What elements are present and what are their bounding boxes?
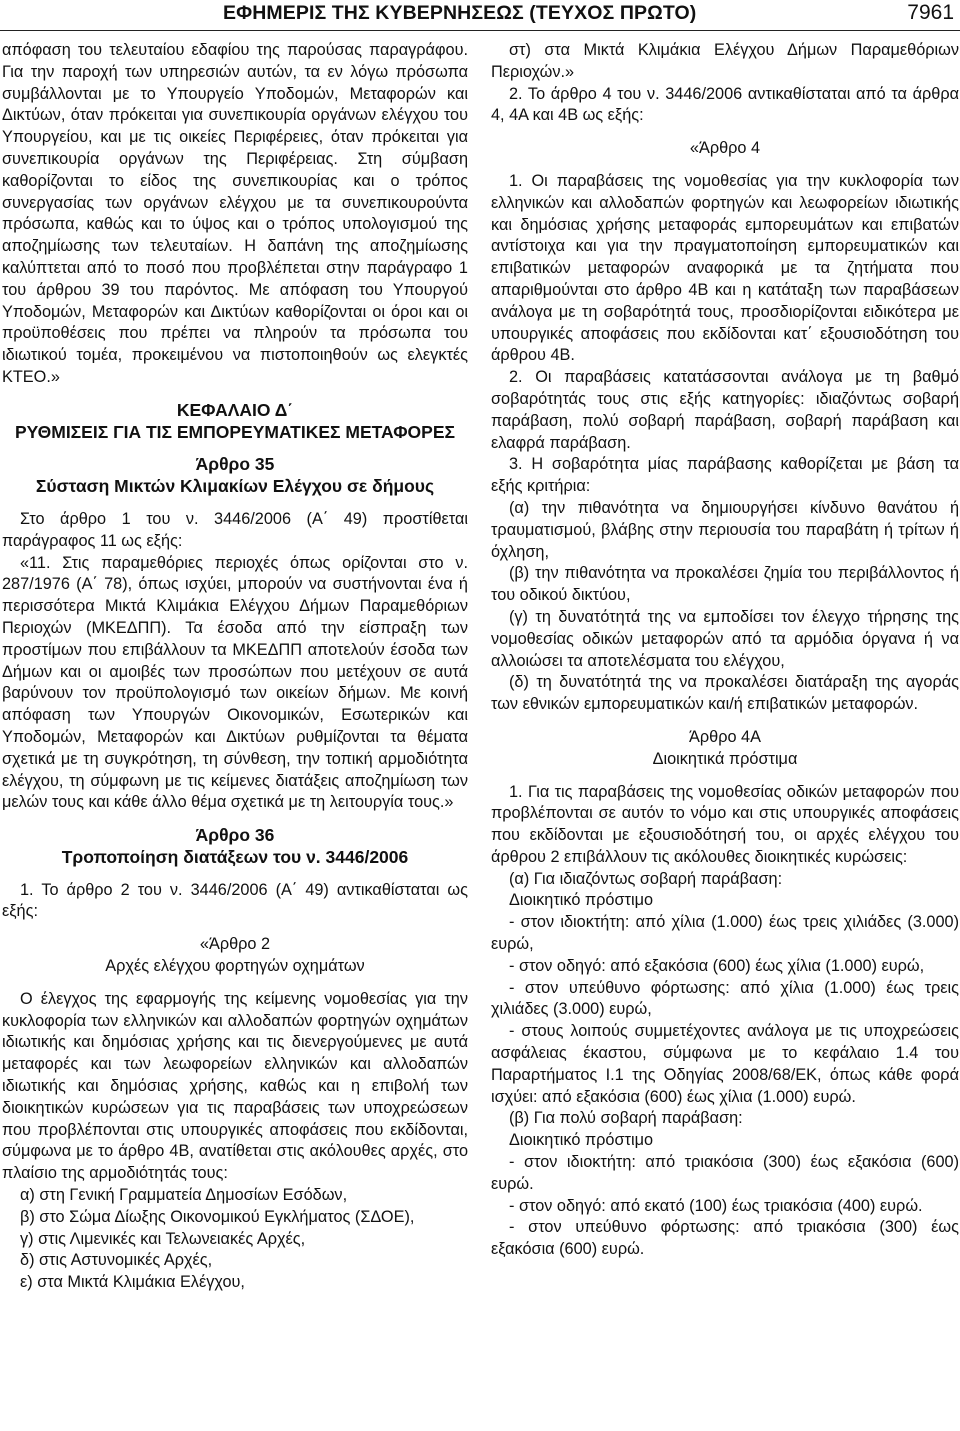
body-paragraph: Ο έλεγχος της εφαρμογής της κείμενης νομοθεσίας για την κυκλοφορία των ελληνικών και αλλοδαπών φορτηγών οχημάτων ιδιωτικής και δημόσιας χρήσης και τις διενεργούμενες με αυτά μεταφορές και των λεωφορείων ελληνικών και αλλοδαπών ιδιωτικής και δημόσιας χρήσης, καθώς και η επιβολή των διοικητικών κυρώσεων για τις παραβάσεις των υποχρεώσεων που προβλέπονται στις υπουργικές αποφάσεις που εκδίδονται, σύμφωνα με το άρθρο 4Β, ανατίθεται στις ακόλουθες αρχές, στο πλαίσιο της αρμοδιότητάς τους: [2,989,468,1183]
quoted-article-heading: «Άρθρο 2 [199,935,271,954]
body-paragraph: «11. Στις παραμεθόριες περιοχές όπως ορίζονται στο ν. 287/1976 (Α΄ 78), όπως ισχύει, μπορούν να συστήνονται ένα ή περισσότερα Μικτά Κλιμάκια Ελέγχου Δήμων Παραμεθόριων Περιοχών (ΜΚΕΔΠΠ). Τα έσοδα από την είσπραξη των προστίμων που επιβάλλουν τα ΜΚΕΔΠΠ αποτελούν έσοδα των Δήμων και οι αμοιβές των προσώπων που μετέχουν σε αυτά βαρύνουν τον προϋπολογισμό των οικείων δήμων. Με κοινή απόφαση των Υπουργών Οικονομικών, Εσωτερικών και Υποδομών, Μεταφορών και Δικτύων ρυθμίζονται τα θέματα σχετικά με τη συγκρότηση, τη σύνθεση, την τοπική αρμοδιότητα ελέγχου, τη σύμφωνη με τις κείμενες διατάξεις αποζημίωση των μελών τους και κάθε άλλο θέμα σχετικά με τη λειτουργία τους.» [2,553,468,812]
quoted-article-title: Διοικητικά πρόστιμα [652,749,798,768]
list-item: (β) την πιθανότητα να προκαλέσει ζημία του περιβάλλοντος ή του οδικού δικτύου, [491,564,959,605]
list-item: - στον υπεύθυνο φόρτωσης: από χίλια (1.000) έως τρεις χιλιάδες (3.000) ευρώ, [491,978,959,1019]
article-title: Σύσταση Μικτών Κλιμακίων Ελέγχου σε δήμους [35,476,435,497]
body-paragraph: 1. Για τις παραβάσεις της νομοθεσίας οδικών μεταφορών που προβλέπονται σε αυτόν το νόμο και στις υπουργικές αποφάσεις που εκδίδονται με εξουσιοδότησή του, οι αρχές ελέγχου του άρθρου 2 επιβάλλουν τις ακόλουθες διοικητικές κυρώσεις: [491,782,959,866]
list-item: (β) Για πολύ σοβαρή παράβαση: [509,1109,743,1128]
list-item: - στον υπεύθυνο φόρτωσης: από τριακόσια (300) έως εξακόσια (600) ευρώ. [491,1218,959,1259]
list-item: (α) την πιθανότητα να δημιουργήσει κίνδυνο θανάτου ή τραυματισμού, βλάβης στην περιουσία του παραβάτη ή τρίτων ή όχληση, [491,498,959,561]
list-item: (δ) τη δυνατότητά της να προκαλέσει διατάραξη της αγοράς των εθνικών εμπορευματικών και/ή επιβατικών μεταφορών. [491,673,959,714]
article-title: Τροποποίηση διατάξεων του ν. 3446/2006 [61,846,409,867]
list-item: Διοικητικό πρόστιμο [509,891,654,910]
list-item: στ) στα Μικτά Κλιμάκια Ελέγχου Δήμων Παραμεθόριων Περιοχών.» [491,41,959,81]
body-paragraph: 1. Οι παραβάσεις της νομοθεσίας για την κυκλοφορία των ελληνικών και αλλοδαπών φορτηγών και λεωφορείων ιδιωτικής και δημόσιας χρήσης μεταφοράς εμπορευμάτων και επιβατών αντίστοιχα και για την πραγματοποίηση εμπορευματικών και επιβατικών μεταφορών αναφορικά με τα ζητήματα που απαριθμούνται στο άρθρο 4Β και η κατάταξη των παραβάσεων ανάλογα με τη σοβαρότητά τους, προσδιορίζονται ειδικότερα με υπουργικές αποφάσεις που εκδίδονται κατ΄ εξουσιοδότηση του άρθρου 4Β. [491,171,959,365]
list-item: ε) στα Μικτά Κλιμάκια Ελέγχου, [20,1273,245,1292]
article-heading: Άρθρο 35 [195,454,275,475]
list-item: β) στο Σώμα Δίωξης Οικονομικού Εγκλήματος (ΣΔΟΕ), [20,1207,415,1226]
left-column [2,40,468,1294]
chapter-title: ΡΥΘΜΙΣΕΙΣ ΓΙΑ ΤΙΣ ΕΜΠΟΡΕΥΜΑΤΙΚΕΣ ΜΕΤΑΦΟΡΕΣ [14,421,456,442]
article-heading: Άρθρο 36 [195,825,275,846]
body-paragraph: 3. Η σοβαρότητα μίας παράβασης καθορίζεται με βάση τα εξής κριτήρια: [491,455,959,496]
list-item: (α) Για ιδιαζόντως σοβαρή παράβαση: [509,869,783,888]
list-item: γ) στις Λιμενικές και Τελωνειακές Αρχές, [20,1229,306,1248]
list-item: δ) στις Αστυνομικές Αρχές, [20,1251,213,1270]
page-number: 7961 [907,1,954,24]
body-paragraph: 2. Το άρθρο 4 του ν. 3446/2006 αντικαθίσταται από τα άρθρα 4, 4Α και 4Β ως εξής: [491,84,959,125]
body-paragraph: 1. Το άρθρο 2 του ν. 3446/2006 (Α΄ 49) αντικαθίσταται ως εξής: [2,880,468,921]
list-item: Διοικητικό πρόστιμο [509,1131,654,1150]
list-item: - στον ιδιοκτήτη: από τριακόσια (300) έως εξακόσια (600) ευρώ. [491,1153,959,1193]
header-divider [0,30,960,31]
gazette-title: ΕΦΗΜΕΡΙΣ ΤΗΣ ΚΥΒΕΡΝΗΣΕΩΣ (ΤΕΥΧΟΣ ΠΡΩΤΟ) [223,2,697,24]
body-paragraph: 2. Οι παραβάσεις κατατάσσονται ανάλογα με τη βαθμό σοβαρότητάς τους στις εξής κατηγορίες: ιδιαζόντως σοβαρή παράβαση, πολύ σοβαρή παράβαση, σοβαρή παράβαση και ελαφρά παράβαση. [491,368,959,452]
chapter-heading: ΚΕΦΑΛΑΙΟ Δ΄ [176,399,294,420]
list-item: - στον ιδιοκτήτη: από χίλια (1.000) έως τρεις χιλιάδες (3.000) ευρώ, [491,913,959,954]
list-item: (γ) τη δυνατότητά της να εμποδίσει τον έλεγχο τήρησης της νομοθεσίας οδικών μεταφορών από τα αρμόδια όργανα ή να αλλοιώσει τα αποτελέσματα του ελέγχου, [491,607,959,670]
body-paragraph: Στο άρθρο 1 του ν. 3446/2006 (Α΄ 49) προστίθεται παράγραφος 11 ως εξής: [2,509,468,550]
list-item: - στον οδηγό: από εκατό (100) έως τριακόσια (400) ευρώ. [509,1196,923,1215]
list-item: - στους λοιπούς συμμετέχοντες ανάλογα με τις υποχρεώσεις ασφάλειας έκαστου, σύμφωνα με το κεφάλαιο 1.4 του Παραρτήματος Ι.1 της Οδηγίας 2008/68/ΕΚ, όπως κάθε φορά ισχύει: από εξακόσια (600) έως χίλια (1.000) ευρώ. [491,1022,959,1106]
body-paragraph: απόφαση του τελευταίου εδαφίου της παρούσας παραγράφου. Για την παροχή των υπηρεσιών αυτών, τα εν λόγω πρόσωπα συμβάλλονται με το Υπουργείο Υποδομών, Μεταφορών και Δικτύων, όταν πρόκειται για συνεπικουρία οργάνων ελέγχου του Υπουργείου, και με τις οικείες Περιφέρειες, όταν πρόκειται για συνεπικουρία οργάνων της Περιφέρειας. Στη σύμβαση καθορίζονται το είδος της συνεπικουρίας και ο τρόπος συνεργασίας των οργάνων ελέγχου με τα συνεπικουρούντα πρόσωπα, καθώς και το ύψος και ο τρόπος υπολογισμού της αποζημίωσης των τελευταίων. Η δαπάνη της αποζημίωσης καλύπτεται από το ποσό που προβλέπεται στην παράγραφο 1 του άρθρου 39 του παρόντος. Με απόφαση του Υπουργού Υποδομών, Μεταφορών και Δικτύων καθορίζονται οι όροι και οι προϋποθέσεις που πρέπει να πληρούν τα πρόσωπα του ιδιωτικού τομέα, προκειμένου να πιστοποιηθούν ως ελεγκτές ΚΤΕΟ.» [2,41,468,386]
page-header [0,0,960,34]
quoted-article-heading: Άρθρο 4Α [689,727,761,746]
right-column [491,40,959,1261]
quoted-article-title: Αρχές ελέγχου φορτηγών οχημάτων [105,957,365,976]
list-item: - στον οδηγό: από εξακόσια (600) έως χίλια (1.000) ευρώ, [509,956,925,975]
list-item: α) στη Γενική Γραμματεία Δημοσίων Εσόδων, [20,1186,348,1205]
quoted-article-heading: «Άρθρο 4 [689,139,761,158]
